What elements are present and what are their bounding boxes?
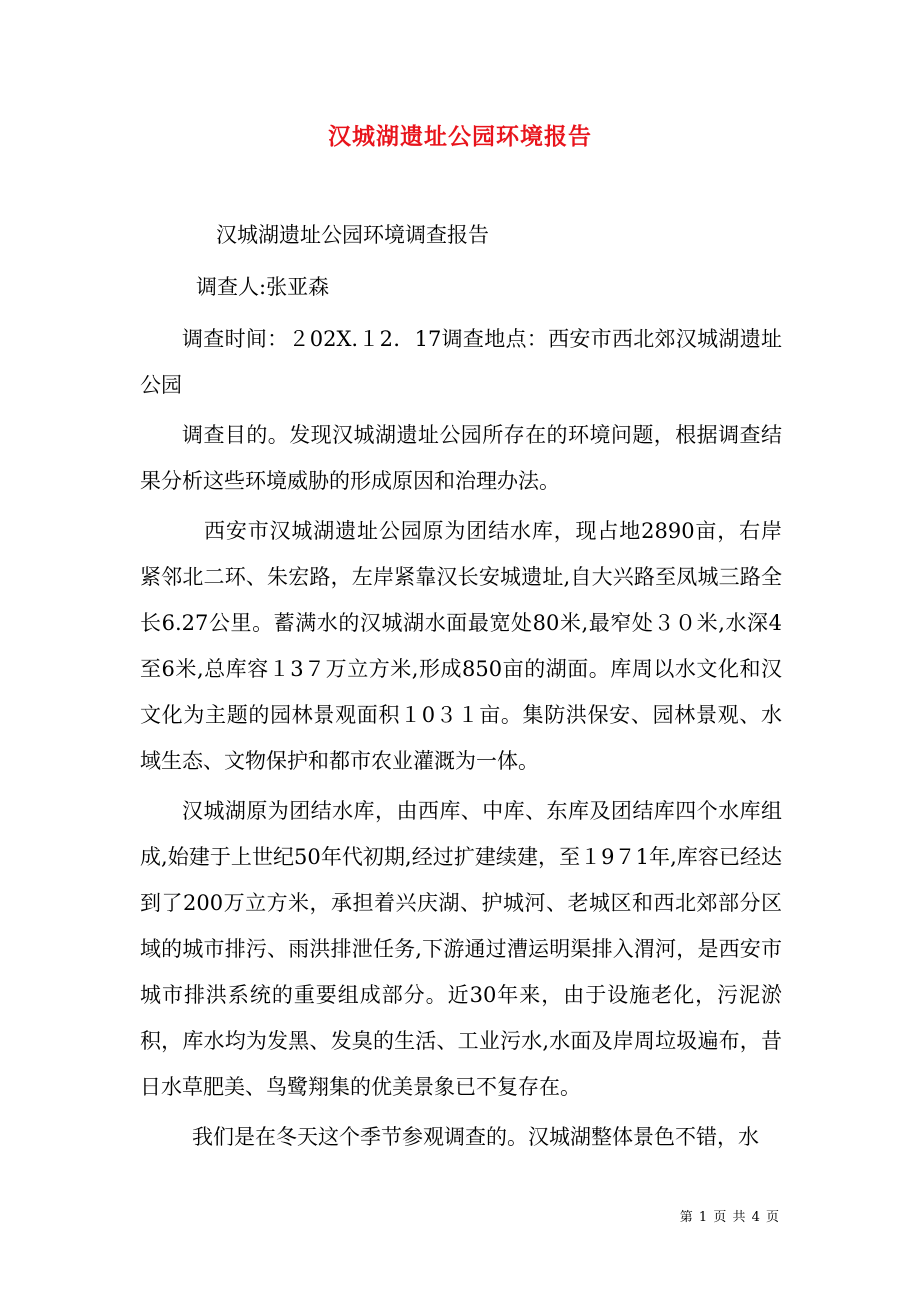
- page-number: 第 1 页 共 4 页: [679, 1210, 780, 1225]
- paragraph-winter-visit: 我们是在冬天这个季节参观调查的。汉城湖整体景色不错，水: [192, 1125, 759, 1149]
- paragraph-history: 汉城湖原为团结水库，由西库、中库、东库及团结库四个水库组成,始建于上世纪50年代初期,经过扩建续建，至１9７1年,库容已经达到了200万立方米，承担着兴庆湖、护城河、老城区和西北郊部分区域的城市排污、雨洪排泄任务,下游通过漕运明渠排入渭河，是西安市城市排洪系统的重要组成部分。近30年来，由于设施老化，污泥淤积，库水均为发黑、发臭的生活、工业污水,水面及岸周垃圾遍布，昔日水草肥美、鸟鹭翔集的优美景象已不复存在。: [140, 799, 782, 1099]
- report-subtitle: 汉城湖遗址公园环境调查报告: [216, 223, 489, 247]
- paragraph-purpose: 调查目的。发现汉城湖遗址公园所存在的环境问题，根据调查结果分析这些环境威胁的形成原因和治理办法。: [140, 423, 782, 493]
- document-body: [140, 212, 782, 1164]
- paragraph-park-overview: 西安市汉城湖遗址公园原为团结水库，现占地2890亩，右岸紧邻北二环、朱宏路，左岸紧靠汉长安城遗址,自大兴路至凤城三路全长6.27公里。蓄满水的汉城湖水面最宽处80米,最窄处３０米,水深4至6米,总库容１3７万立方米,形成850亩的湖面。库周以水文化和汉文化为主题的园林景观面积１0３１亩。集防洪保安、园林景观、水域生态、文物保护和都市农业灌溉为一体。: [140, 519, 782, 773]
- paragraph-time-location: 调查时间：２02X.１2．17调查地点：西安市西北郊汉城湖遗址公园: [140, 327, 782, 397]
- investigator-line: 调查人:张亚森: [196, 275, 330, 299]
- document-title: 汉城湖遗址公园环境报告: [328, 123, 592, 150]
